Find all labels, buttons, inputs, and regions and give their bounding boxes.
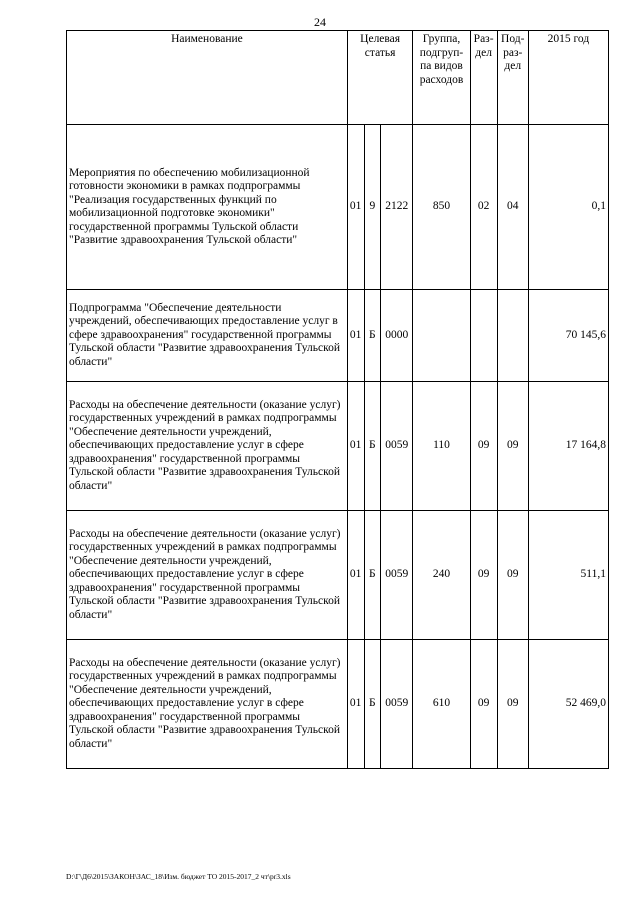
page-number: 24	[314, 15, 326, 29]
header-year: 2015 год	[528, 31, 608, 125]
row-subsection: 09	[497, 640, 528, 769]
row-cs2: Б	[364, 290, 381, 382]
row-subsection	[497, 290, 528, 382]
table-row	[67, 382, 609, 511]
header-subsection: Под-раз-дел	[497, 31, 528, 125]
header-target-article: Целевая статья	[347, 31, 413, 125]
row-name: Расходы на обеспечение деятельности (оказание услуг) государственных учреждений в рамках подпрограммы "Обеспечение деятельности учреждений, обеспечивающих предоставление услуг в сфере здравоохранения" государственной программы Тульской области "Развитие здравоохранения Тульской области"	[67, 511, 348, 640]
row-cs3: 2122	[381, 125, 413, 290]
row-amount: 70 145,6	[528, 290, 608, 382]
row-cs3: 0059	[381, 382, 413, 511]
row-section: 09	[470, 511, 497, 640]
row-section	[470, 290, 497, 382]
row-cs2: Б	[364, 640, 381, 769]
table-row	[67, 125, 609, 290]
row-group: 240	[413, 511, 470, 640]
row-cs2: Б	[364, 511, 381, 640]
row-amount: 17 164,8	[528, 382, 608, 511]
row-cs3: 0000	[381, 290, 413, 382]
row-section: 09	[470, 382, 497, 511]
row-cs1: 01	[347, 640, 364, 769]
row-subsection: 09	[497, 511, 528, 640]
row-cs1: 01	[347, 125, 364, 290]
header-section: Раз-дел	[470, 31, 497, 125]
header-name: Наименование	[67, 31, 348, 125]
header-group: Группа, подгруп-па видов расходов	[413, 31, 470, 125]
row-cs1: 01	[347, 382, 364, 511]
row-cs3: 0059	[381, 511, 413, 640]
row-subsection: 09	[497, 382, 528, 511]
row-name: Расходы на обеспечение деятельности (оказание услуг) государственных учреждений в рамках подпрограммы "Обеспечение деятельности учреждений, обеспечивающих предоставление услуг в сфере здравоохранения" государственной программы Тульской области "Развитие здравоохранения Тульской области"	[67, 382, 348, 511]
row-name: Расходы на обеспечение деятельности (оказание услуг) государственных учреждений в рамках подпрограммы "Обеспечение деятельности учреждений, обеспечивающих предоставление услуг в сфере здравоохранения" государственной программы Тульской области "Развитие здравоохранения Тульской области"	[67, 640, 348, 769]
row-amount: 511,1	[528, 511, 608, 640]
row-cs1: 01	[347, 511, 364, 640]
table-row	[67, 290, 609, 382]
row-cs1: 01	[347, 290, 364, 382]
row-amount: 52 469,0	[528, 640, 608, 769]
table-row	[67, 640, 609, 769]
row-cs3: 0059	[381, 640, 413, 769]
footer-file-path: D:\Г\Д6\2015\ЗАКОН\ЗАС_18\Изм. бюджет ТО 2015-2017_2 чт\pr3.xls	[66, 872, 291, 881]
row-name: Мероприятия по обеспечению мобилизационной готовности экономики в рамках подпрограммы "Реализация государственных функций по мобилизационной подготовке экономики" государственной программы Тульской области "Развитие здравоохранения Тульской области"	[67, 125, 348, 290]
row-group	[413, 290, 470, 382]
row-cs2: 9	[364, 125, 381, 290]
row-group: 110	[413, 382, 470, 511]
row-name: Подпрограмма "Обеспечение деятельности учреждений, обеспечивающих предоставление услуг в сфере здравоохранения" государственной программы Тульской области "Развитие здравоохранения Тульской области"	[67, 290, 348, 382]
row-subsection: 04	[497, 125, 528, 290]
budget-table	[66, 30, 609, 769]
row-cs2: Б	[364, 382, 381, 511]
table-row	[67, 511, 609, 640]
row-section: 09	[470, 640, 497, 769]
row-group: 850	[413, 125, 470, 290]
row-amount: 0,1	[528, 125, 608, 290]
row-group: 610	[413, 640, 470, 769]
table-header-row	[67, 31, 609, 125]
row-section: 02	[470, 125, 497, 290]
